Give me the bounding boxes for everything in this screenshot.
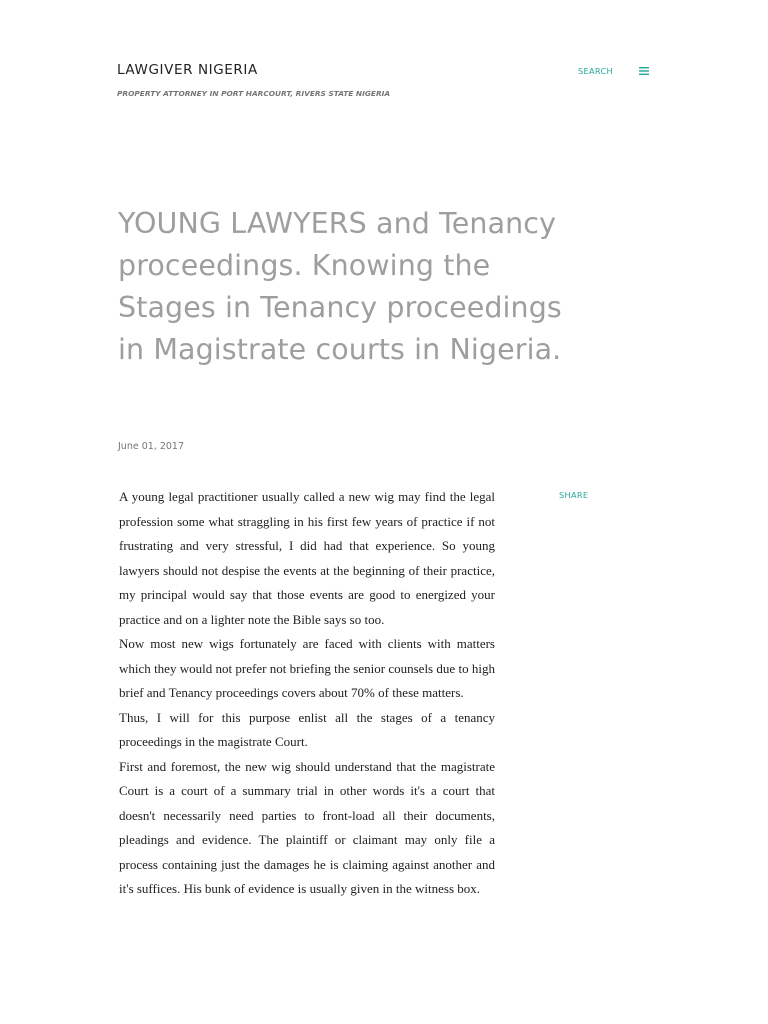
site-title-link[interactable]: LAWGIVER NIGERIA [117, 62, 258, 78]
site-tagline: PROPERTY ATTORNEY IN PORT HARCOURT, RIVERS STATE NIGERIA [117, 89, 391, 98]
share-button[interactable]: SHARE [559, 490, 589, 500]
post-title: YOUNG LAWYERS and Tenancy proceedings. Knowing the Stages in Tenancy proceedings in Magistrate courts in Nigeria. [118, 207, 562, 366]
post-date[interactable]: June 01, 2017 [118, 441, 185, 452]
post-body [119, 485, 495, 902]
hamburger-menu-icon[interactable] [636, 64, 652, 78]
post-paragraph: Now most new wigs fortunately are faced with clients with matters which they would not prefer not briefing the senior counsels due to high brief and Tenancy proceedings covers about 70% of these matters. [119, 636, 495, 700]
post-paragraph: A young legal practitioner usually called a new wig may find the legal profession some what straggling in his first few years of practice if not frustrating and very stressful, I did had that experience. So young lawyers should not despise the events at the beginning of their practice, my principal would say that those events are good to energized your practice and on a lighter note the Bible says so too. [119, 489, 495, 627]
search-button[interactable]: SEARCH [578, 66, 613, 76]
post-paragraph: First and foremost, the new wig should understand that the magistrate Court is a court of a summary trial in other words it's a court that doesn't necessarily need parties to front-load all their documents, pleadings and evidence. The plaintiff or claimant may only file a process containing just the damages he is claiming against another and it's suffices. His bunk of evidence is usually given in the witness box. [119, 758, 495, 896]
post-paragraph: Thus, I will for this purpose enlist all the stages of a tenancy proceedings in the magistrate Court. [119, 709, 495, 749]
